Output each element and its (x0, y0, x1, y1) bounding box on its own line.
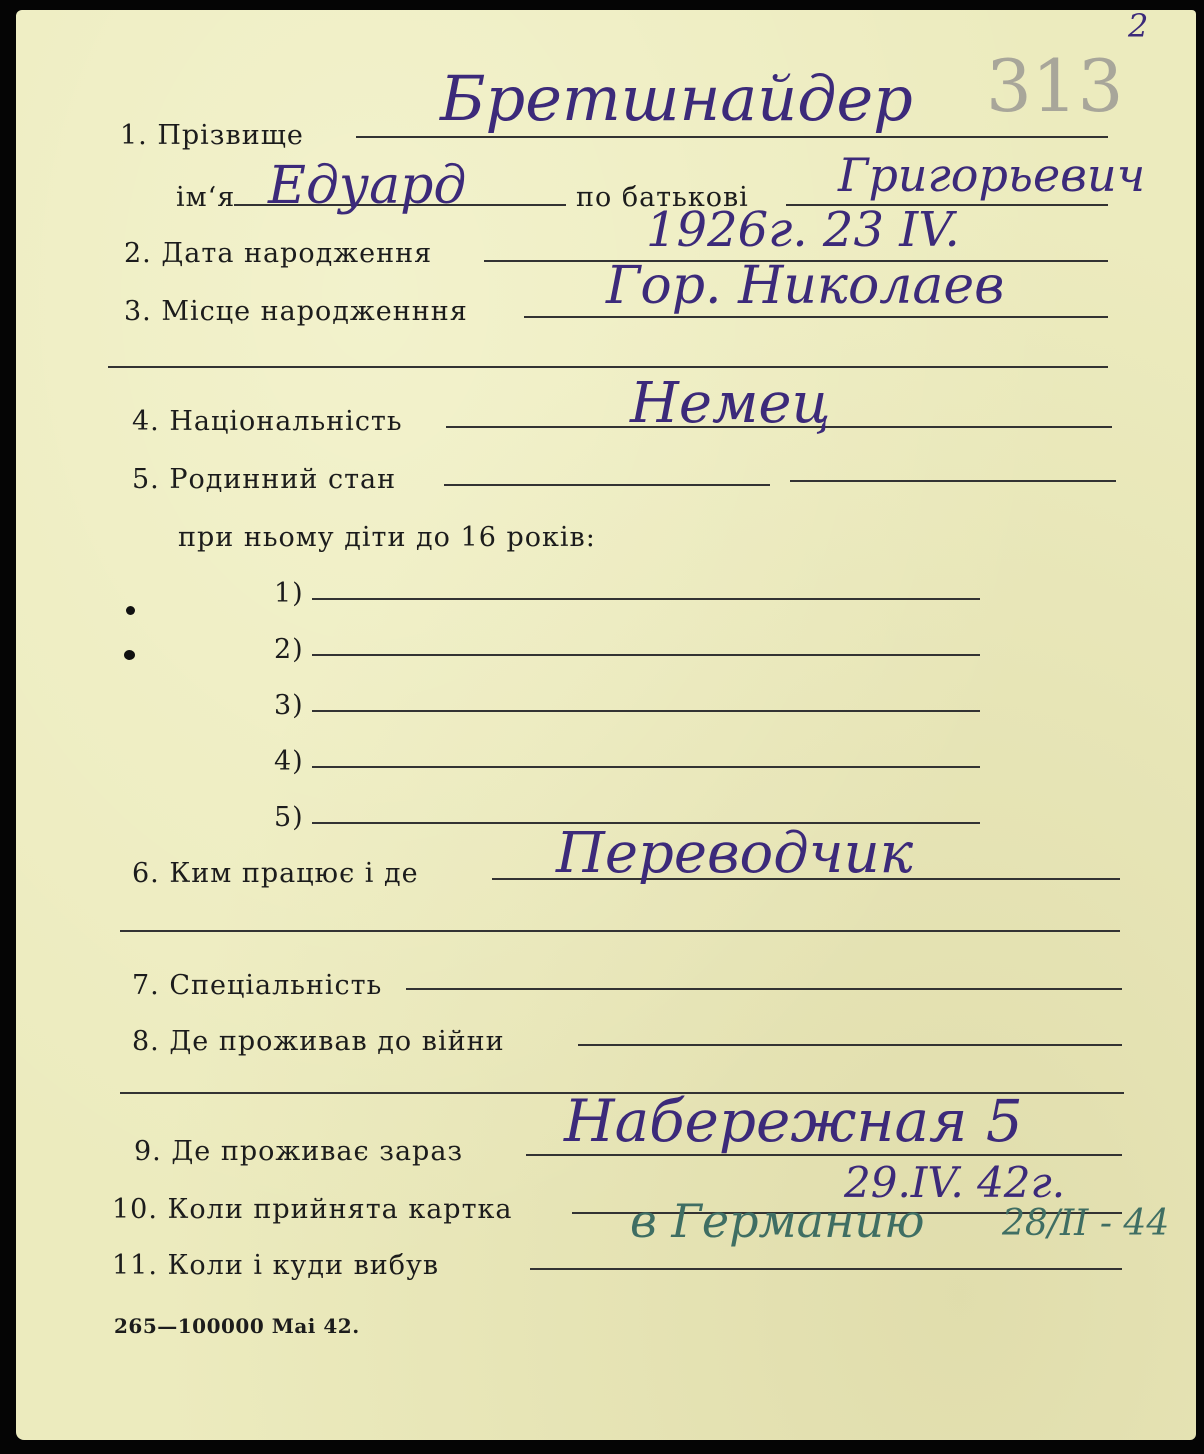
line-child-4 (312, 766, 980, 768)
value-surname: Бретшнайдер (440, 62, 913, 135)
line-child-2 (312, 654, 980, 656)
value-departure-date: 28/II - 44 (1002, 1203, 1170, 1244)
line-family-status-b (790, 480, 1116, 482)
ink-dot (124, 650, 135, 660)
value-card-accepted: 29.IV. 42г. (844, 1158, 1066, 1207)
line-birth-place (524, 316, 1108, 318)
label-family-status: 5. Родинний стан (132, 464, 397, 495)
label-birth-place: 3. Місце народженння (124, 296, 468, 327)
corner-mark: 2 (1128, 7, 1149, 45)
line-child-1 (312, 598, 980, 600)
label-nationality: 4. Національність (132, 406, 403, 437)
line-child-3 (312, 710, 980, 712)
label-surname: 1. Прізвище (120, 120, 304, 151)
label-card-accepted: 10. Коли прийнята картка (112, 1194, 513, 1225)
value-residence-now: Набережная 5 (564, 1087, 1023, 1155)
line-specialty (406, 988, 1122, 990)
label-child-4: 4) (274, 746, 304, 777)
value-birth-place: Гор. Николаев (606, 256, 1005, 316)
label-specialty: 7. Спеціальність (132, 970, 383, 1001)
label-departure: 11. Коли і куди вибув (112, 1250, 440, 1281)
label-children: при ньому діти до 16 років: (178, 522, 596, 553)
ink-dot (126, 606, 135, 615)
line-residence-before (578, 1044, 1122, 1046)
label-child-3: 3) (274, 690, 304, 721)
label-occupation: 6. Ким працює і де (132, 858, 419, 889)
label-child-2: 2) (274, 634, 304, 665)
value-first-name: Едуард (268, 156, 467, 216)
line-departure (530, 1268, 1122, 1270)
label-residence-now: 9. Де проживає зараз (134, 1136, 464, 1167)
label-patronymic: по батькові (576, 182, 749, 213)
registration-card (16, 7, 1196, 1440)
footer-print-info: 265—100000 Маі 42. (114, 1314, 360, 1338)
label-child-5: 5) (274, 802, 304, 833)
line-occupation-2 (120, 930, 1120, 932)
archive-number: 313 (986, 44, 1124, 128)
label-residence-before: 8. Де проживав до війни (132, 1026, 505, 1057)
value-departure: в Германию (630, 1194, 925, 1248)
value-birth-date: 1926г. 23 IV. (646, 202, 960, 258)
value-nationality: Немец (630, 371, 831, 436)
line-family-status-a (444, 484, 770, 486)
line-birth-place-2 (108, 366, 1108, 368)
label-birth-date: 2. Дата народження (124, 238, 433, 269)
line-surname (356, 136, 1108, 138)
label-child-1: 1) (274, 578, 304, 609)
label-first-name: ім‘я (176, 182, 236, 213)
value-patronymic: Григорьевич (838, 148, 1146, 202)
value-occupation: Переводчик (556, 821, 914, 886)
